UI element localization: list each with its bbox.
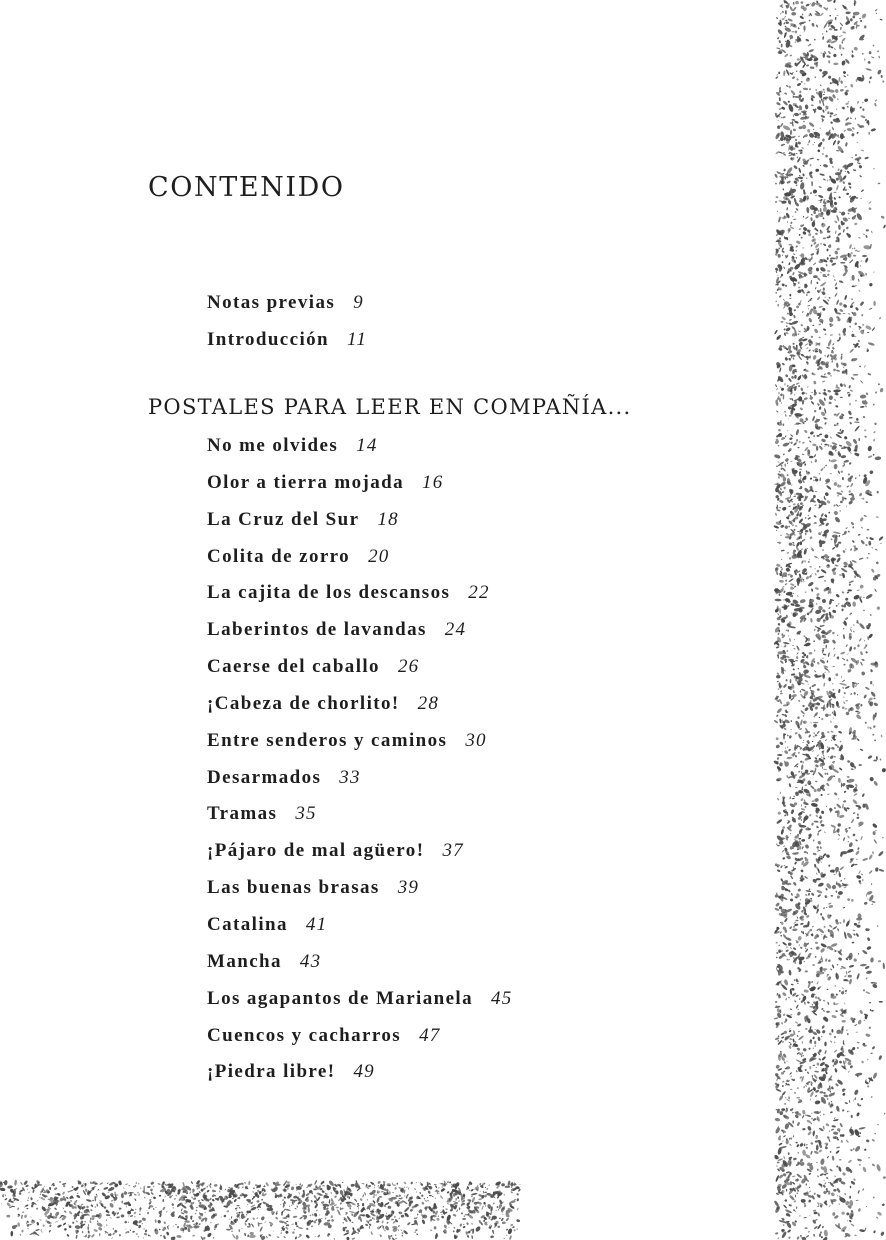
- entry-page-number: 14: [356, 435, 378, 456]
- entry-title: Desarmados: [207, 766, 322, 788]
- toc-entry[interactable]: [207, 653, 512, 690]
- toc-entry[interactable]: [207, 727, 512, 764]
- entry-page-number: 39: [397, 877, 420, 899]
- intro-entry-list: [207, 289, 367, 363]
- entry-title: Mancha: [207, 950, 282, 972]
- toc-entry[interactable]: [207, 948, 512, 985]
- toc-entry[interactable]: [207, 911, 512, 948]
- entry-title: Notas previas: [207, 292, 336, 313]
- entry-page-number: 22: [468, 582, 490, 604]
- toc-entry[interactable]: [207, 616, 512, 653]
- entry-page-number: 47: [419, 1024, 441, 1046]
- entry-page-number: 9: [353, 292, 364, 313]
- entry-page-number: 35: [295, 803, 317, 825]
- postales-entry-list: [207, 432, 512, 1095]
- entry-page-number: 30: [465, 729, 487, 751]
- toc-entry[interactable]: [207, 837, 512, 874]
- entry-title: Laberintos de lavandas: [207, 619, 427, 641]
- entry-page-number: 26: [397, 656, 420, 678]
- entry-title: Tramas: [207, 803, 278, 825]
- entry-title: Catalina: [207, 913, 288, 935]
- entry-page-number: 43: [299, 950, 322, 972]
- entry-page-number: 24: [444, 619, 467, 641]
- entry-title: Caerse del caballo: [207, 656, 380, 678]
- entry-title: Las buenas brasas: [207, 877, 380, 899]
- toc-entry[interactable]: [207, 1022, 512, 1059]
- entry-title: La Cruz del Sur: [207, 508, 360, 530]
- toc-entry[interactable]: [207, 579, 512, 616]
- toc-entry[interactable]: [207, 800, 512, 837]
- entry-page-number: 11: [347, 328, 368, 350]
- entry-page-number: 18: [377, 508, 399, 530]
- toc-entry[interactable]: [207, 432, 512, 469]
- toc-title: CONTENIDO: [148, 172, 345, 203]
- entry-page-number: 37: [442, 840, 464, 862]
- entry-title: ¡Pájaro de mal agüero!: [207, 840, 425, 862]
- toc-entry[interactable]: [207, 506, 512, 543]
- entry-page-number: 33: [339, 766, 361, 788]
- entry-page-number: 28: [417, 692, 440, 714]
- toc-entry[interactable]: [207, 874, 512, 911]
- entry-title: La cajita de los descansos: [207, 582, 451, 604]
- entry-title: Los agapantos de Marianela: [207, 987, 473, 1009]
- toc-entry[interactable]: [207, 764, 512, 801]
- entry-title: ¡Piedra libre!: [207, 1061, 336, 1083]
- toc-entry[interactable]: [207, 690, 512, 727]
- entry-title: Colita de zorro: [207, 545, 351, 567]
- entry-page-number: 49: [353, 1061, 375, 1083]
- toc-entry[interactable]: [207, 985, 512, 1022]
- entry-page-number: 20: [368, 545, 390, 567]
- entry-title: Entre senderos y caminos: [207, 729, 448, 751]
- entry-title: Cuencos y cacharros: [207, 1024, 402, 1046]
- toc-entry[interactable]: [207, 326, 367, 363]
- entry-page-number: 16: [422, 471, 444, 493]
- toc-entry[interactable]: [207, 469, 512, 506]
- section-title: POSTALES PARA LEER EN COMPAÑÍA...: [148, 395, 632, 419]
- entry-title: No me olvides: [207, 435, 339, 456]
- entry-page-number: 41: [305, 913, 328, 935]
- toc-entry[interactable]: [207, 289, 367, 326]
- toc-entry[interactable]: [207, 1058, 512, 1095]
- entry-title: Olor a tierra mojada: [207, 471, 405, 493]
- entry-title: Introducción: [207, 328, 330, 350]
- entry-title: ¡Cabeza de chorlito!: [207, 692, 400, 714]
- toc-entry[interactable]: [207, 543, 512, 580]
- entry-page-number: 45: [491, 987, 513, 1009]
